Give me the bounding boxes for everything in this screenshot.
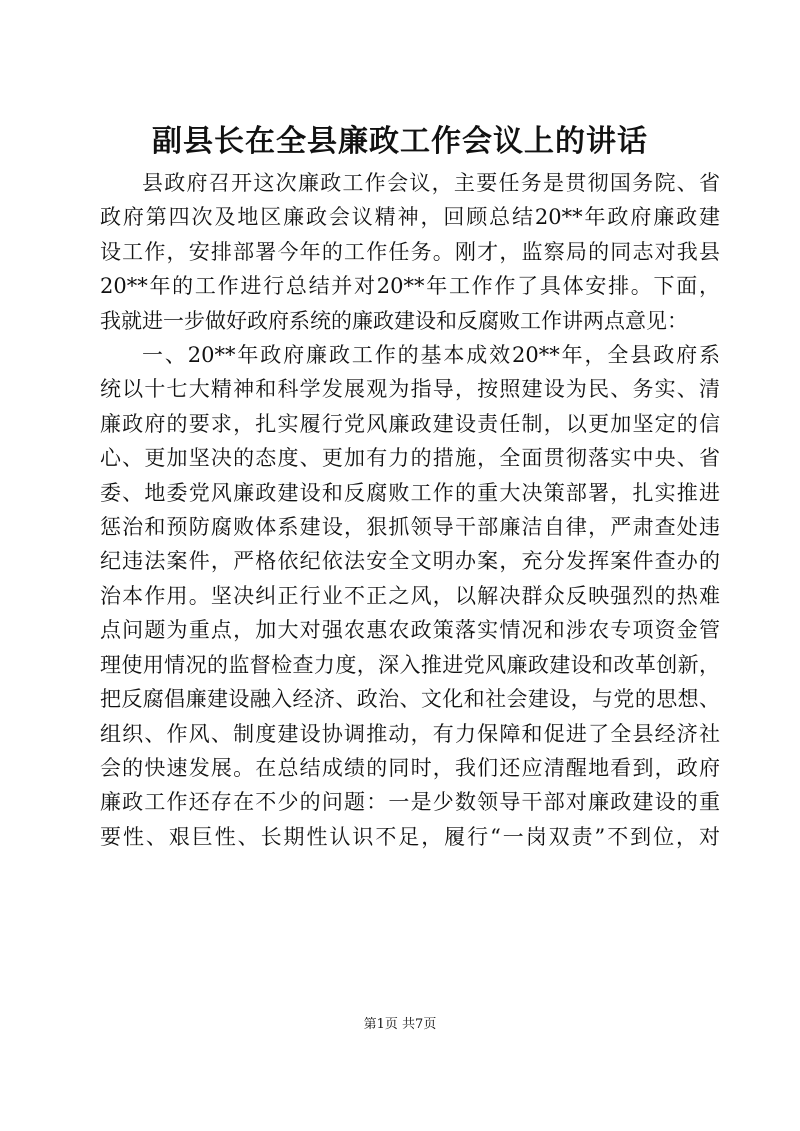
text-line: 政府第四次及地区廉政会议精神，回顾总结20**年政府廉政建 xyxy=(100,205,720,230)
text-line: 惩治和预防腐败体系建设，狠抓领导干部廉洁自律，严肃查处违 xyxy=(100,515,720,540)
document-body xyxy=(100,166,720,854)
text-line: 点问题为重点，加大对强农惠农政策落实情况和涉农专项资金管 xyxy=(100,618,720,643)
text-line: 20**年的工作进行总结并对20**年工作作了具体安排。下面， xyxy=(100,274,720,299)
text-line: 统以十七大精神和科学发展观为指导，按照建设为民、务实、清 xyxy=(100,377,720,402)
text-line: 理使用情况的监督检查力度，深入推进党风廉政建设和改革创新， xyxy=(100,652,720,677)
text-line: 把反腐倡廉建设融入经济、政治、文化和社会建设，与党的思想、 xyxy=(100,687,720,712)
text-line: 委、地委党风廉政建设和反腐败工作的重大决策部署，扎实推进 xyxy=(100,480,720,505)
text-line: 我就进一步做好政府系统的廉政建设和反腐败工作讲两点意见： xyxy=(100,308,688,333)
text-line: 廉政工作还存在不少的问题：一是少数领导干部对廉政建设的重 xyxy=(100,790,720,815)
text-line: 组织、作风、制度建设协调推动，有力保障和促进了全县经济社 xyxy=(100,721,720,746)
text-line: 纪违法案件，严格依纪依法安全文明办案，充分发挥案件查办的 xyxy=(100,549,720,574)
text-line: 设工作，安排部署今年的工作任务。刚才，监察局的同志对我县 xyxy=(100,239,720,264)
text-line: 要性、艰巨性、长期性认识不足，履行“一岗双责”不到位，对 xyxy=(100,824,720,849)
text-line: 县政府召开这次廉政工作会议，主要任务是贯彻国务院、省 xyxy=(142,171,720,195)
text-line: 一、20**年政府廉政工作的基本成效20**年，全县政府系 xyxy=(142,343,720,368)
document-title: 副县长在全县廉政工作会议上的讲话 xyxy=(152,124,648,159)
text-line: 会的快速发展。在总结成绩的同时，我们还应清醒地看到，政府 xyxy=(100,755,720,780)
text-line: 治本作用。坚决纠正行业不正之风，以解决群众反映强烈的热难 xyxy=(100,583,720,608)
text-line: 廉政府的要求，扎实履行党风廉政建设责任制，以更加坚定的信 xyxy=(100,411,720,436)
page-footer: 第1页 共7页 xyxy=(363,1017,437,1032)
text-line: 心、更加坚决的态度、更加有力的措施，全面贯彻落实中央、省 xyxy=(100,446,720,471)
